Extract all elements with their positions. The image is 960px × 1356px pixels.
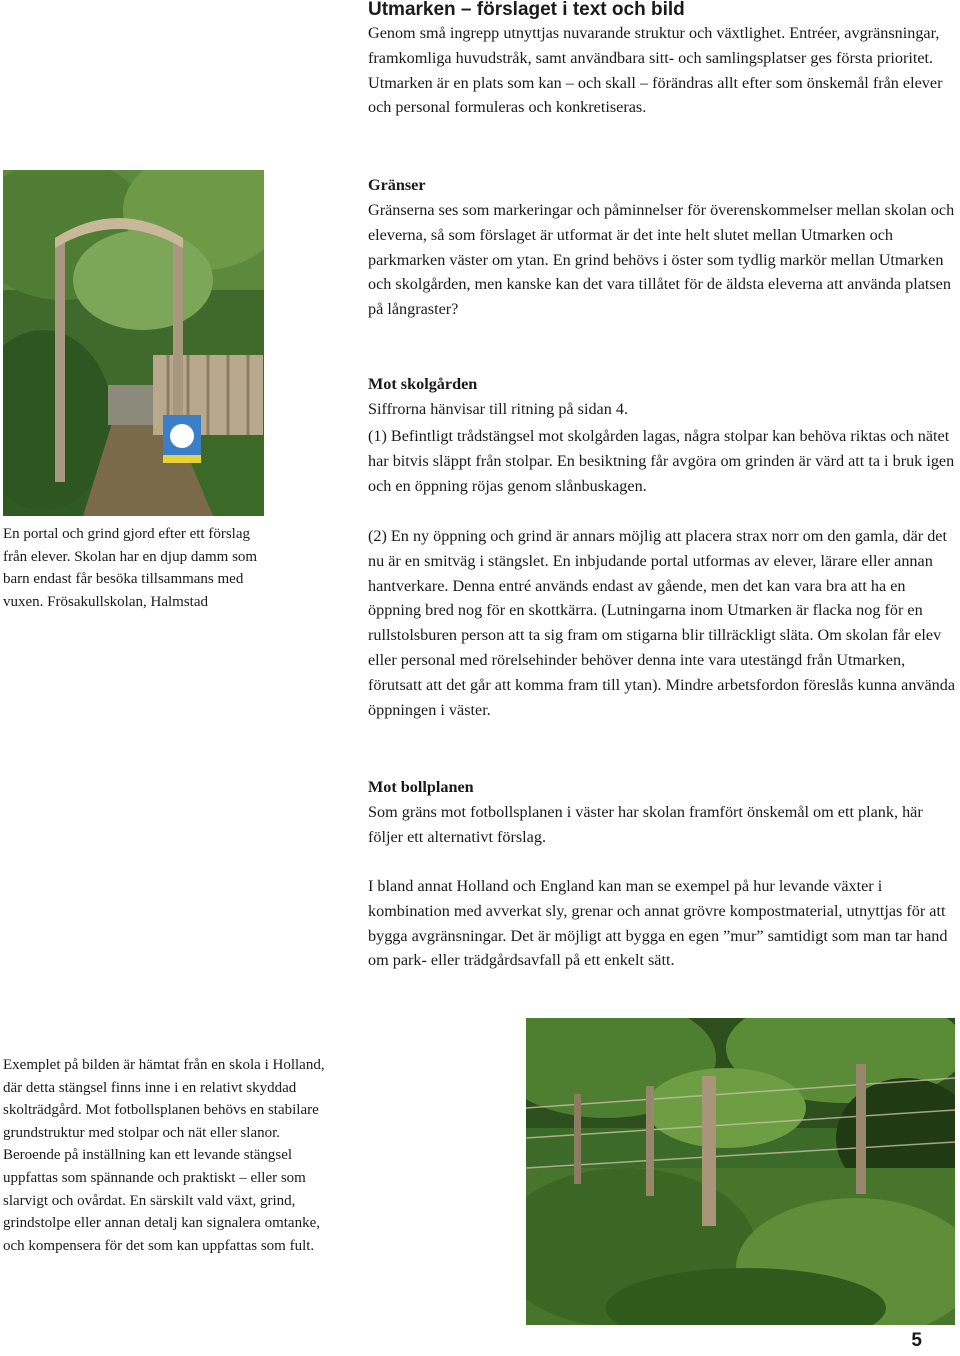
heading-mot-bollplanen: Mot bollplanen <box>368 778 474 796</box>
page-number: 5 <box>911 1330 922 1351</box>
page-title: Utmarken – förslaget i text och bild <box>368 0 685 20</box>
skolgarden-p2: (1) Befintligt trådstängsel mot skolgården lagas, några stolpar kan behöva riktas och nätet har bitvis släppt från stolpar. En besiktning får avgöra om grinden är värd att ta i bruk igen och en öppning röjas genom slånbuskagen. <box>368 427 955 495</box>
skolgarden-p1: Siffrorna hänvisar till ritning på sidan 4. <box>368 400 629 418</box>
skolgarden-p3: (2) En ny öppning och grind är annars möjlig att placera strax norr om den gamla, där det nu är en smitväg i stängslet. En inbjudande portal utformas av elever, lärare eller annan hantverkare. Denna entré används endast av gående, men det kan vara bra att ha en öppning bred nog för en skottkärra. (Lutningarna inom Utmarken är flacka nog för en rullstolsburen person att ta sig fram om stigarna blir tillräckligt släta. Om skolan får elev eller personal med rörelsehinder behöver denna inte vara utestängd från Utmarken, förutsatt att det går att komma fram till ytan). Mindre arbetsfordon föreslås kunna använda öppningen i väster. <box>368 527 956 719</box>
fence-caption: Exemplet på bilden är hämtat från en skola i Holland, där detta stängsel finns inne i en relativt skyddad skolträdgård. Mot fotbollsplanen behövs en stabilare grundstruktur med stolpar och nät eller slanor. Beroende på inställning kan ett levande stängsel uppfattas som spännande och praktiskt – eller som slarvigt och ovårdat. En särskilt vald växt, grind, grindstolpe eller annan detalj kan signalera omtanke, och kompensera för det som kan uppfattas som fult. <box>3 1057 325 1254</box>
heading-granser: Gränser <box>368 176 426 194</box>
granser-text: Gränserna ses som markeringar och påminnelser för överenskommelser mellan skolan och eleverna, så som förslaget är utformat är det inte helt slutet mellan Utmarken och parkmarken väster om ytan. En grind behövs i öster som tydlig markör mellan Utmarken och skolgården, men kanske kan det vara tillåtet för de äldsta eleverna att använda platsen på långraster? <box>368 201 955 319</box>
portal-photo <box>3 170 264 516</box>
intro-paragraph: Genom små ingrepp utnyttjas nuvarande struktur och växtlighet. Entréer, avgränsningar, framkomliga huvudstråk, samt användbara sitt- och samlingsplatser ges första prioritet. Utmarken är en plats som kan – och skall – förändras allt efter som önskemål från elever och personal formuleras och konkretiseras. <box>368 24 943 117</box>
heading-mot-skolgarden: Mot skolgården <box>368 375 478 393</box>
portal-caption: En portal och grind gjord efter ett förslag från elever. Skolan har en djup damm som barn endast får besöka tillsammans med vuxen. Frösakullskolan, Halmstad <box>3 526 258 610</box>
bollplanen-p2: I bland annat Holland och England kan man se exempel på hur levande växter i kombination med avverkat sly, grenar och annat grövre kompostmaterial, utnyttjas för att bygga avgränsningar. Det är möjligt att bygga en egen ”mur” samtidigt som man tar hand om park- eller trädgårdsavfall på ett enkelt sätt. <box>368 877 948 970</box>
fence-photo <box>526 1018 955 1325</box>
bollplanen-p1: Som gräns mot fotbollsplanen i väster har skolan framfört önskemål om ett plank, här följer ett alternativt förslag. <box>368 803 923 846</box>
